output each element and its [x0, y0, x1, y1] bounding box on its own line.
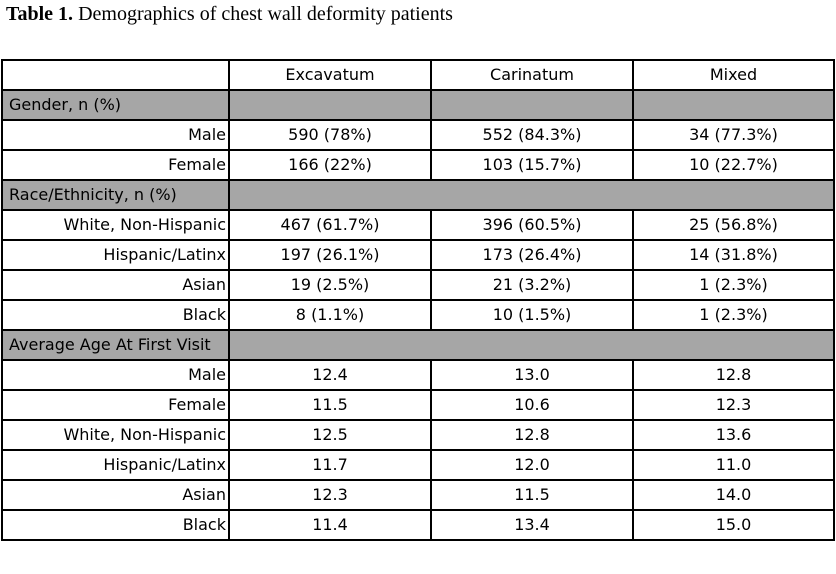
cell-excavatum: 19 (2.5%)	[229, 270, 431, 300]
section-title: Gender, n (%)	[2, 90, 229, 120]
cell-mixed: 12.3	[633, 390, 834, 420]
section-fill-cell	[431, 90, 633, 120]
cell-excavatum: 12.5	[229, 420, 431, 450]
row-label: White, Non-Hispanic	[2, 210, 229, 240]
cell-carinatum: 10 (1.5%)	[431, 300, 633, 330]
section-title: Average Age At First Visit	[2, 330, 229, 360]
section-header-row	[2, 90, 834, 120]
section-fill-cell	[229, 330, 834, 360]
cell-excavatum: 590 (78%)	[229, 120, 431, 150]
table-number: Table 1.	[6, 3, 74, 25]
cell-excavatum: 197 (26.1%)	[229, 240, 431, 270]
table-title: Demographics of chest wall deformity patients	[73, 3, 453, 25]
cell-mixed: 1 (2.3%)	[633, 270, 834, 300]
cell-mixed: 10 (22.7%)	[633, 150, 834, 180]
cell-mixed: 14.0	[633, 480, 834, 510]
table-row	[2, 420, 834, 450]
section-header-row	[2, 180, 834, 210]
cell-excavatum: 467 (61.7%)	[229, 210, 431, 240]
row-label: Hispanic/Latinx	[2, 240, 229, 270]
table-row	[2, 510, 834, 540]
cell-carinatum: 396 (60.5%)	[431, 210, 633, 240]
row-label: Hispanic/Latinx	[2, 450, 229, 480]
row-label: Female	[2, 390, 229, 420]
cell-carinatum: 11.5	[431, 480, 633, 510]
section-title: Race/Ethnicity, n (%)	[2, 180, 229, 210]
cell-carinatum: 13.0	[431, 360, 633, 390]
header-row	[2, 60, 834, 90]
cell-excavatum: 11.5	[229, 390, 431, 420]
cell-carinatum: 173 (26.4%)	[431, 240, 633, 270]
cell-mixed: 14 (31.8%)	[633, 240, 834, 270]
table-row	[2, 150, 834, 180]
cell-mixed: 12.8	[633, 360, 834, 390]
cell-mixed: 1 (2.3%)	[633, 300, 834, 330]
cell-carinatum: 12.0	[431, 450, 633, 480]
row-label: Male	[2, 360, 229, 390]
cell-carinatum: 13.4	[431, 510, 633, 540]
row-label: Asian	[2, 270, 229, 300]
cell-carinatum: 552 (84.3%)	[431, 120, 633, 150]
cell-mixed: 11.0	[633, 450, 834, 480]
table-row	[2, 480, 834, 510]
cell-mixed: 13.6	[633, 420, 834, 450]
cell-excavatum: 11.4	[229, 510, 431, 540]
cell-excavatum: 12.3	[229, 480, 431, 510]
table-row	[2, 300, 834, 330]
cell-carinatum: 21 (3.2%)	[431, 270, 633, 300]
row-label: White, Non-Hispanic	[2, 420, 229, 450]
table-row	[2, 450, 834, 480]
section-fill-cell	[633, 90, 834, 120]
header-cell-carinatum: Carinatum	[431, 60, 633, 90]
cell-excavatum: 12.4	[229, 360, 431, 390]
cell-excavatum: 166 (22%)	[229, 150, 431, 180]
cell-mixed: 15.0	[633, 510, 834, 540]
header-cell-mixed: Mixed	[633, 60, 834, 90]
cell-carinatum: 103 (15.7%)	[431, 150, 633, 180]
cell-mixed: 25 (56.8%)	[633, 210, 834, 240]
section-header-row	[2, 330, 834, 360]
section-fill-cell	[229, 180, 834, 210]
table-row	[2, 240, 834, 270]
table-row	[2, 210, 834, 240]
cell-excavatum: 11.7	[229, 450, 431, 480]
header-cell-excavatum: Excavatum	[229, 60, 431, 90]
cell-carinatum: 12.8	[431, 420, 633, 450]
row-label: Asian	[2, 480, 229, 510]
table-row	[2, 360, 834, 390]
table-row	[2, 120, 834, 150]
cell-excavatum: 8 (1.1%)	[229, 300, 431, 330]
table-row	[2, 270, 834, 300]
cell-mixed: 34 (77.3%)	[633, 120, 834, 150]
header-cell-blank	[2, 60, 229, 90]
row-label: Black	[2, 300, 229, 330]
table-row	[2, 390, 834, 420]
cell-carinatum: 10.6	[431, 390, 633, 420]
row-label: Female	[2, 150, 229, 180]
row-label: Male	[2, 120, 229, 150]
section-fill-cell	[229, 90, 431, 120]
demographics-table	[1, 59, 835, 541]
table-caption	[6, 3, 453, 26]
row-label: Black	[2, 510, 229, 540]
